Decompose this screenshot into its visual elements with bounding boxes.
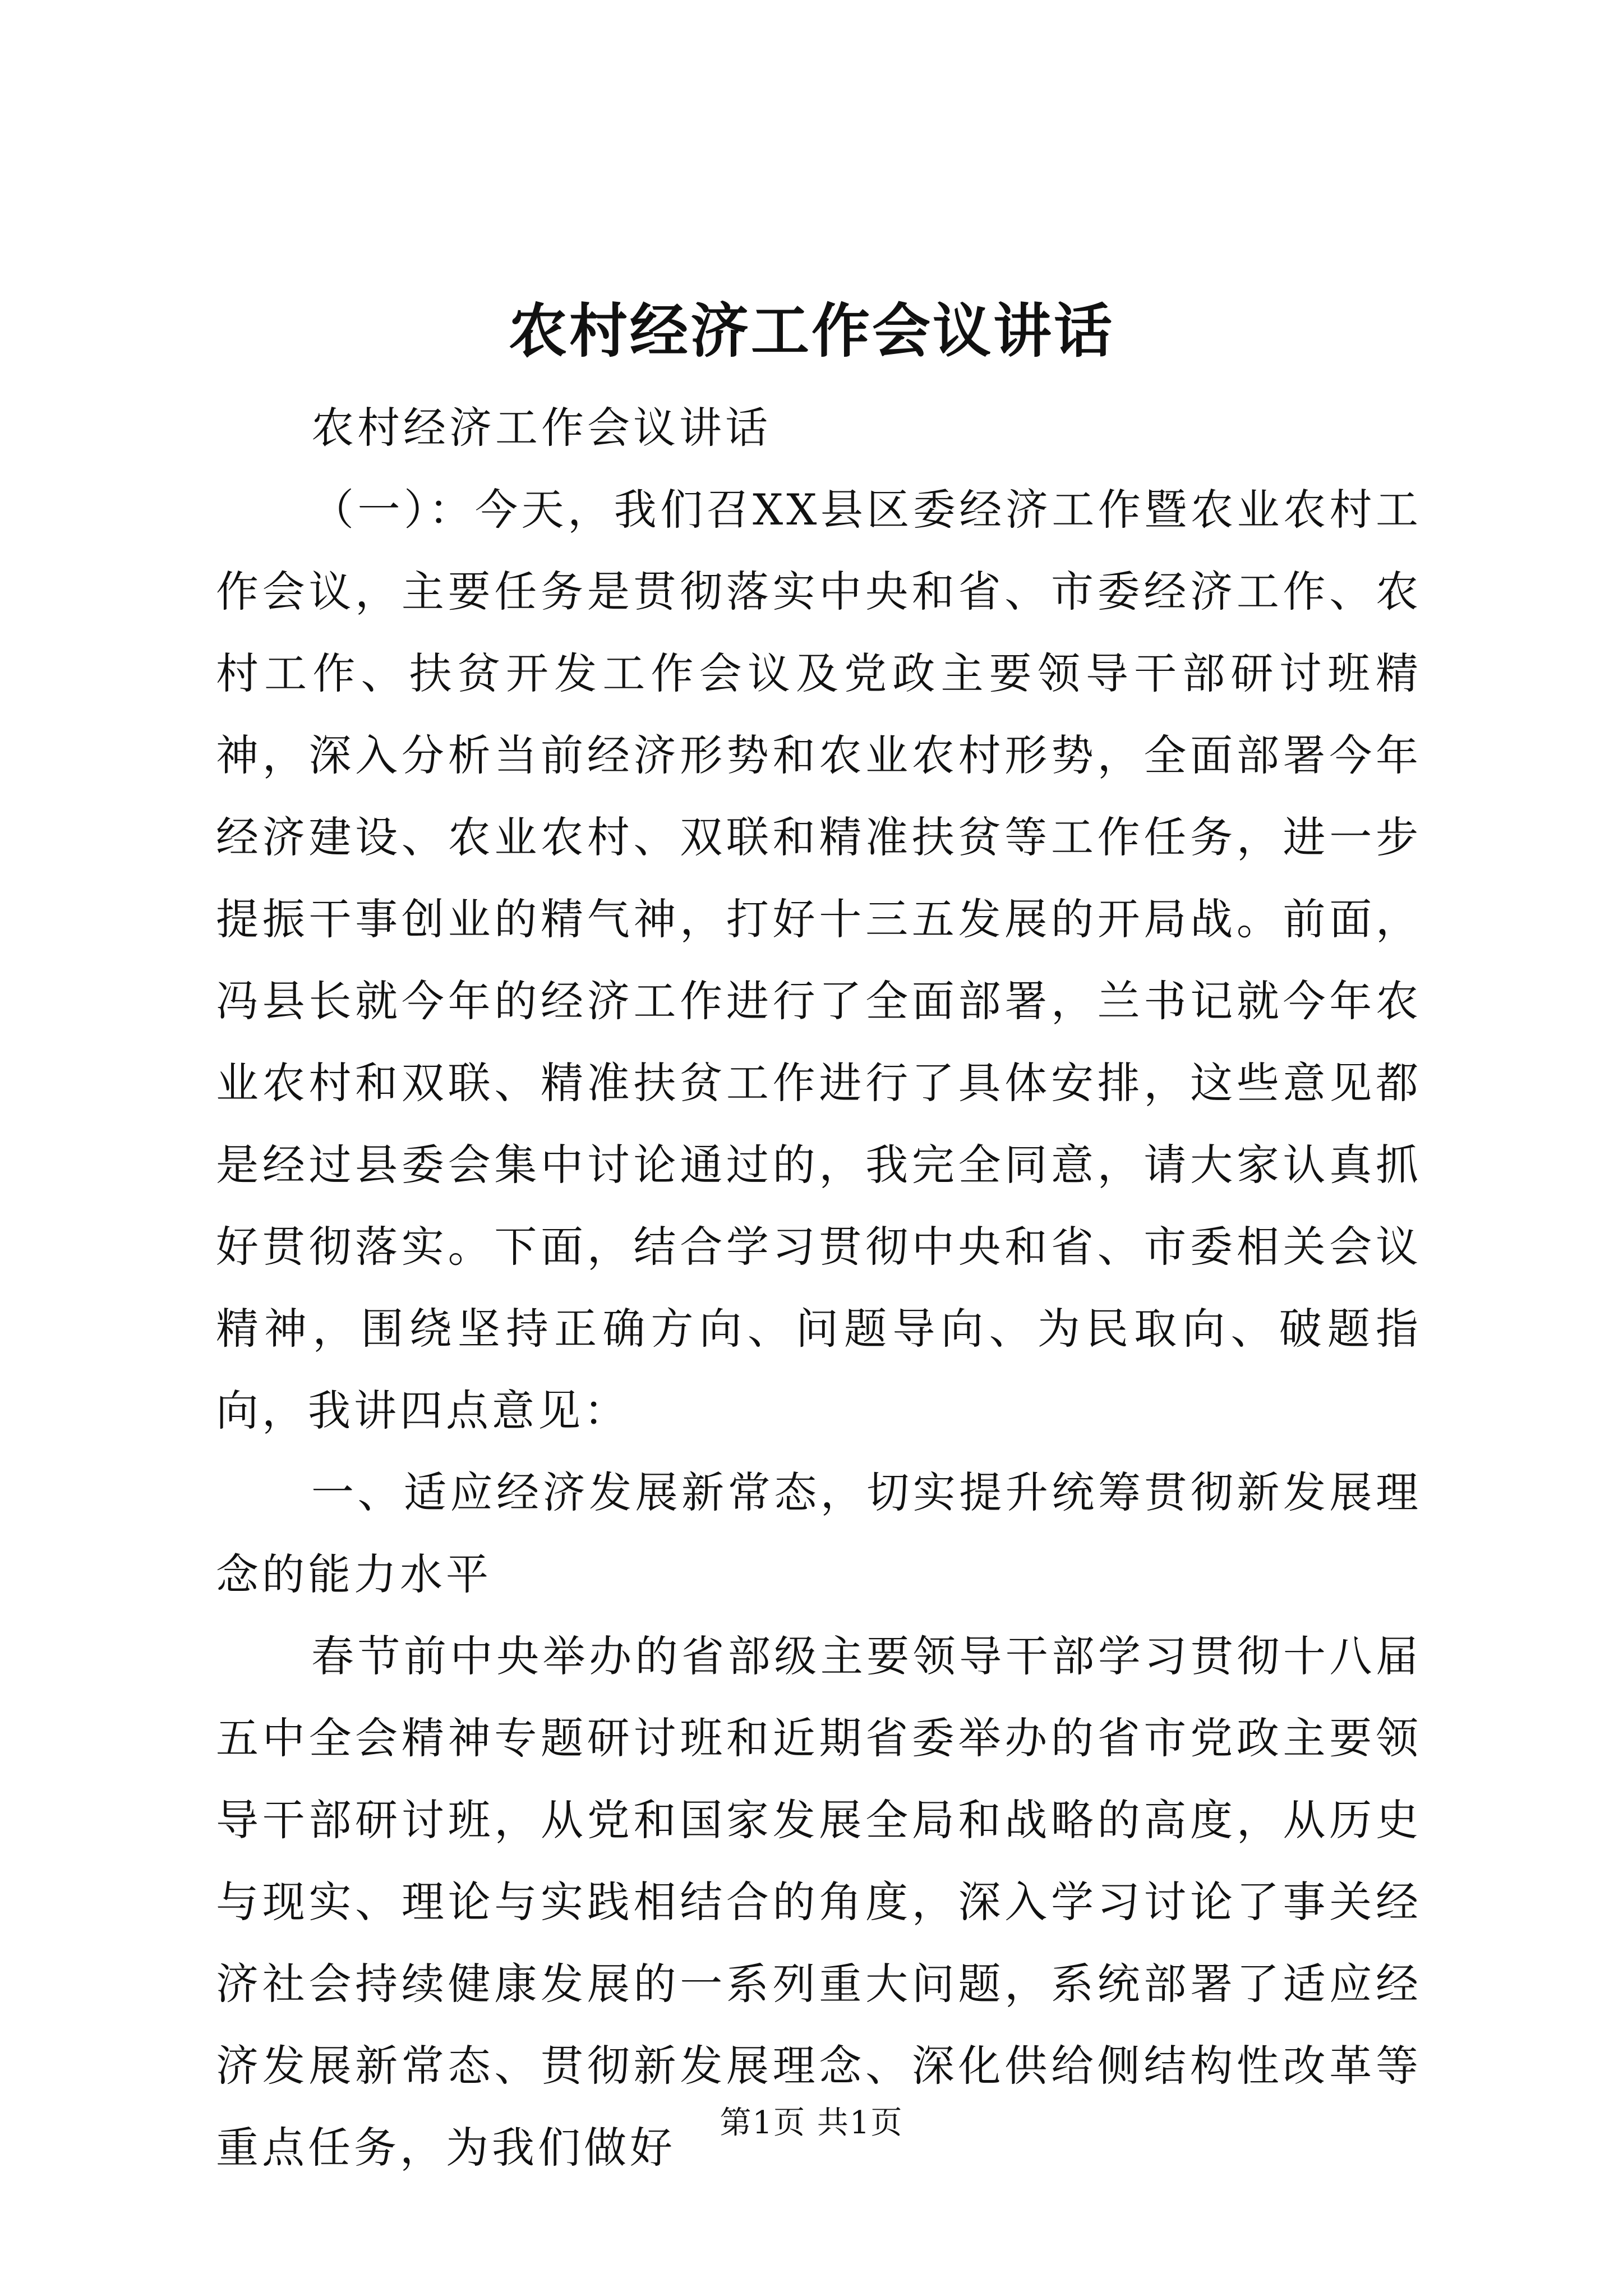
page-footer: 第1页 共1页	[720, 2105, 903, 2141]
document-body	[216, 387, 1422, 2189]
paragraph-intro: （一）：今天，我们召XX县区委经济工作暨农业农村工作会议，主要任务是贯彻落实中央和省、市委经济工作、农村工作、扶贫开发工作会议及党政主要领导干部研讨班精神，深入分析当前经济形势和农业农村形势，全面部署今年经济建设、农业农村、双联和精准扶贫等工作任务，进一步提振干事创业的精气神，打好十三五发展的开局战。前面，冯县长就今年的经济工作进行了全面部署，兰书记就今年农业农村和双联、精准扶贫工作进行了具体安排，这些意见都是经过县委会集中讨论通过的，我完全同意，请大家认真抓好贯彻落实。下面，结合学习贯彻中央和省、市委相关会议精神，围绕坚持正确方向、问题导向、为民取向、破题指向，我讲四点意见：	[216, 485, 1422, 1435]
paragraph-section-heading: 一、适应经济发展新常态，切实提升统筹贯彻新发展理念的能力水平	[216, 1467, 1422, 1599]
document-title: 农村经济工作会议讲话	[508, 296, 1114, 365]
paragraph-subtitle: 农村经济工作会议讲话	[311, 403, 771, 453]
paragraph-body: 春节前中央举办的省部级主要领导干部学习贯彻十八届五中全会精神专题研讨班和近期省委举办的省市党政主要领导干部研讨班，从党和国家发展全局和战略的高度，从历史与现实、理论与实践相结合的角度，深入学习讨论了事关经济社会持续健康发展的一系列重大问题，系统部署了适应经济发展新常态、贯彻新发展理念、深化供给侧结构性改革等重点任务，为我们做好	[216, 1631, 1422, 2173]
